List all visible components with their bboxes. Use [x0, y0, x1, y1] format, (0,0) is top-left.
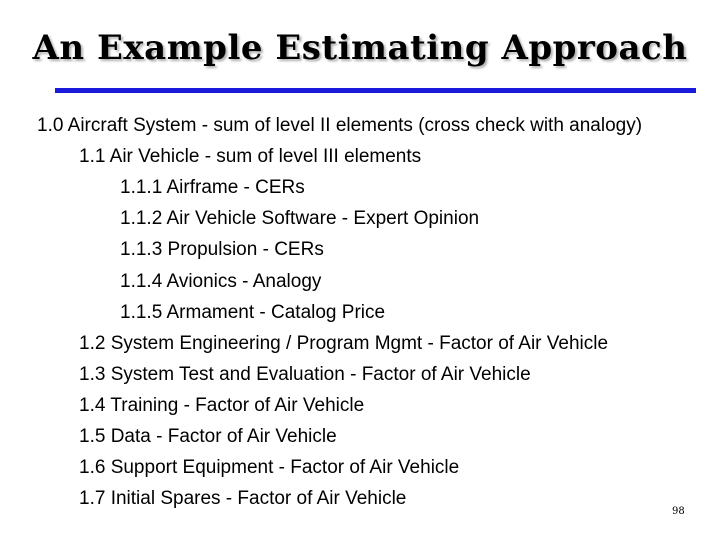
- slide-title: An Example Estimating Approach: [32, 28, 688, 68]
- outline-item: 1.4 Training - Factor of Air Vehicle: [79, 394, 365, 416]
- outline-item: 1.1.2 Air Vehicle Software - Expert Opinion: [120, 208, 480, 230]
- outline-item: 1.6 Support Equipment - Factor of Air Vehicle: [79, 457, 460, 479]
- outline-item: 1.7 Initial Spares - Factor of Air Vehicle: [79, 488, 407, 510]
- outline-item: 1.1.4 Avionics - Analogy: [120, 270, 322, 292]
- outline-item: 1.2 System Engineering / Program Mgmt - Factor of Air Vehicle: [79, 332, 609, 354]
- outline-item: 1.1.5 Armament - Catalog Price: [120, 301, 386, 323]
- outline-item: 1.0 Aircraft System - sum of level II elements (cross check with analogy): [37, 115, 643, 136]
- outline-item: 1.5 Data - Factor of Air Vehicle: [79, 426, 337, 447]
- outline-item: 1.1.3 Propulsion - CERs: [120, 239, 324, 261]
- outline-item: 1.1.1 Airframe - CERs: [120, 177, 305, 199]
- page-number: 98: [672, 506, 685, 517]
- title-underline: [55, 88, 696, 93]
- estimating-outline: [0, 113, 684, 514]
- outline-item: 1.3 System Test and Evaluation - Factor of Air Vehicle: [79, 363, 531, 385]
- outline-item: 1.1 Air Vehicle - sum of level III elements: [79, 146, 422, 168]
